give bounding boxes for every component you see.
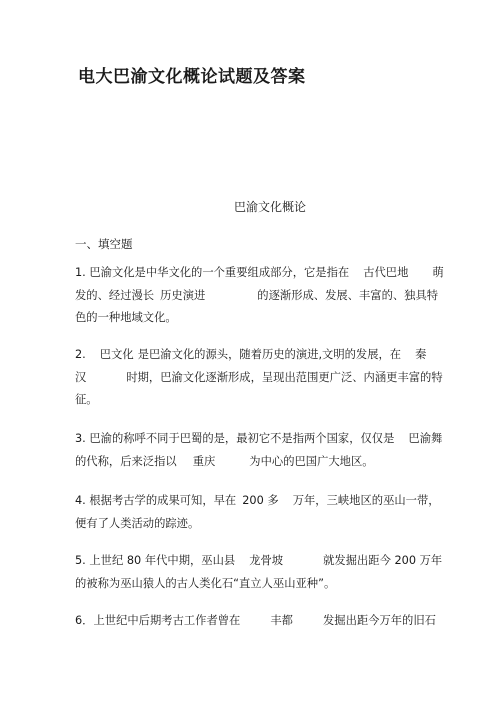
question-1-line-3: 色的一种地域文化。: [75, 311, 177, 324]
question-1-line-2: 发的、经过漫长 历史演进 的逐渐形成、发展、丰富的、独具特: [75, 288, 439, 302]
answer-blank: 200 多: [242, 494, 279, 507]
answer-blank: 秦: [415, 348, 427, 361]
question-3: [75, 428, 443, 473]
answer-blank: 巴渝舞: [408, 432, 443, 445]
part-heading: 一、填空题: [75, 237, 133, 251]
question-6: [75, 610, 435, 633]
question-2-line-2: 汉 时期，巴渝文化逐渐形成，呈现出范围更广泛、内涵更丰富的特: [75, 370, 443, 384]
answer-blank: 重庆: [192, 454, 216, 468]
question-3-line-2: 的代称，后来泛指以 重庆 为中心的巴国广大地区。: [75, 454, 374, 468]
document-title: 电大巴渝文化概论试题及答案: [78, 67, 306, 87]
question-2-line-3: 征。: [75, 393, 98, 406]
question-4-line-2: 便有了人类活动的踪迹。: [75, 516, 200, 530]
question-3-line-1: 3. 巴渝的称呼不同于巴蜀的是，最初它不是指两个国家，仅仅是 巴渝舞: [75, 432, 443, 445]
answer-blank: 巴文化: [99, 348, 134, 361]
answer-blank: 龙骨坡: [249, 554, 284, 567]
answer-blank: 历史演进: [160, 288, 206, 302]
answer-blank: 古代巴地: [363, 266, 409, 279]
answer-blank: 汉: [75, 370, 87, 384]
question-1: [75, 262, 444, 330]
question-5: [75, 550, 443, 595]
question-2-line-1: 2. 巴文化 是巴渝文化的源头，随着历史的演进,文明的发展，在 秦: [75, 348, 427, 361]
question-2: [75, 344, 443, 412]
question-4-line-1: 4. 根据考古学的成果可知，早在 200 多 万年，三峡地区的巫山一带，: [75, 494, 440, 507]
question-1-line-1: 1. 巴渝文化是中华文化的一个重要组成部分，它是指在 古代巴地 萌: [75, 266, 444, 279]
question-6-line-1: 6．上世纪中后期考古工作者曾在 丰都 发掘出距今万年的旧石: [75, 614, 436, 627]
question-5-line-2: 的被称为巫山猿人的古人类化石“直立人巫山亚种”。: [75, 576, 336, 590]
answer-blank: 丰都: [270, 614, 293, 627]
question-4: [75, 490, 440, 535]
section-title: 巴渝文化概论: [233, 200, 306, 214]
question-5-line-1: 5. 上世纪 80 年代中期，巫山县 龙骨坡 就发掘出距今 200 万年: [75, 554, 443, 567]
